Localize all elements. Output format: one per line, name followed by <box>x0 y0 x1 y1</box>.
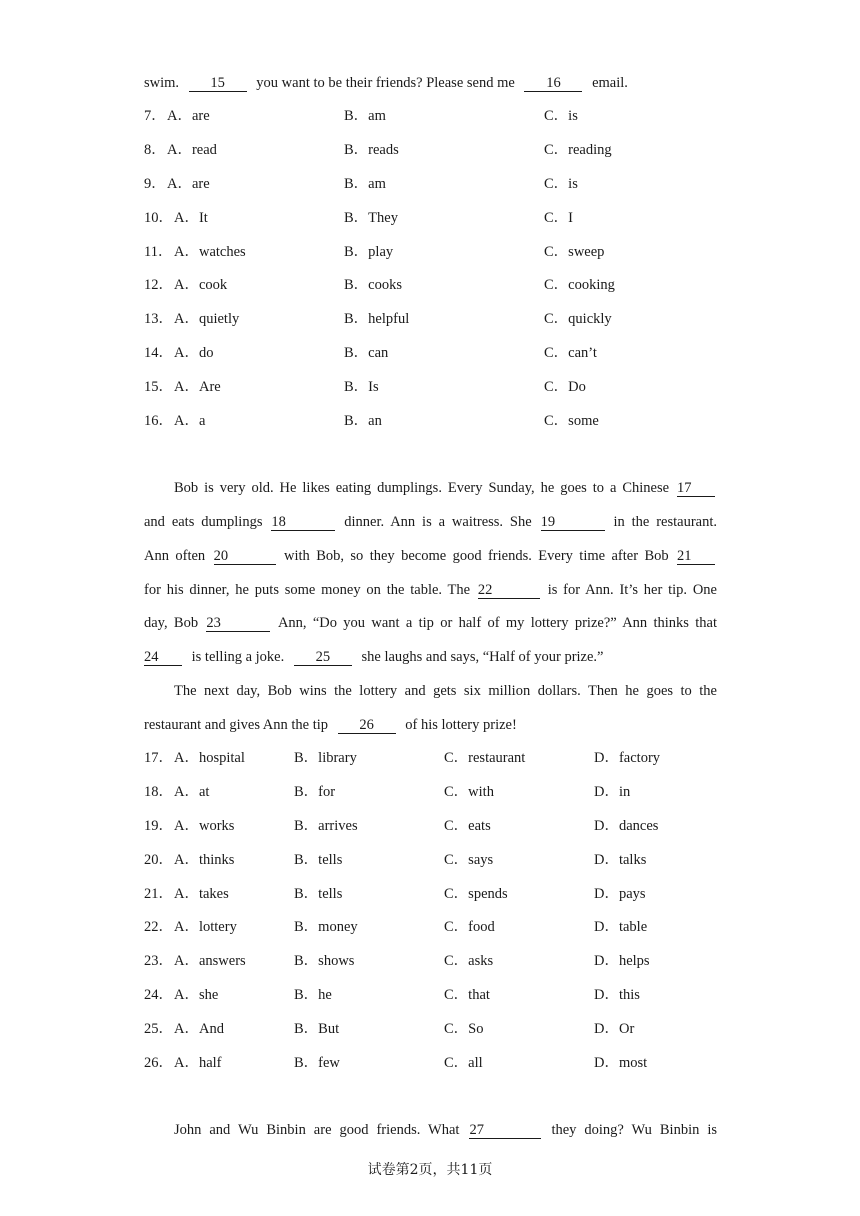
question-number: 22． <box>144 919 173 935</box>
text: email. <box>592 75 628 91</box>
option-a: A．a <box>174 413 206 429</box>
option-c: C．all <box>444 1055 483 1071</box>
option-d: D．factory <box>594 750 661 766</box>
option-c: C．with <box>444 784 494 800</box>
text: Bob is very old. He likes eating dumplings. Every Sunday, he goes to a Chinese <box>174 480 670 496</box>
text: with Bob, so they become good friends. Every time after Bob <box>284 548 669 564</box>
option-c: C．restaurant <box>444 750 526 766</box>
option-c: C．I <box>544 210 573 226</box>
option-b: B．money <box>294 919 358 935</box>
option-b: B．library <box>294 750 357 766</box>
blank-24: 24 <box>144 649 182 666</box>
text: they doing? Wu Binbin is <box>551 1122 718 1138</box>
option-d: D．pays <box>594 886 646 902</box>
option-a: A．cook <box>174 277 228 293</box>
option-a: A．watches <box>174 244 246 260</box>
option-a: A．lottery <box>174 919 237 935</box>
option-c: C．quickly <box>544 311 612 327</box>
passage2-line-2 <box>144 512 717 532</box>
text: Ann often <box>144 548 206 564</box>
passage2-line-6 <box>144 647 604 667</box>
blank-18: 18 <box>271 514 335 531</box>
option-a: A．read <box>167 142 217 158</box>
blank-22: 22 <box>478 582 540 599</box>
question-number: 11． <box>144 244 173 260</box>
option-c: C．spends <box>444 886 508 902</box>
blank-20: 20 <box>214 548 276 565</box>
passage2-line-3 <box>144 546 717 566</box>
option-a: A．thinks <box>174 852 235 868</box>
option-b: B．cooks <box>344 277 402 293</box>
option-c: C．is <box>544 108 578 124</box>
blank-26: 26 <box>338 717 396 734</box>
option-c: C．eats <box>444 818 491 834</box>
option-c: C．can’t <box>544 345 597 361</box>
question-number: 20． <box>144 852 173 868</box>
option-b: B．can <box>344 345 389 361</box>
option-c: C．Do <box>544 379 586 395</box>
option-a: A．she <box>174 987 219 1003</box>
option-b: B．he <box>294 987 332 1003</box>
text: Ann, “Do you want a tip or half of my lottery prize?” Ann thinks that <box>277 615 717 631</box>
option-a: A．hospital <box>174 750 245 766</box>
question-number: 8． <box>144 142 166 158</box>
question-number: 26． <box>144 1055 173 1071</box>
passage1-last-line <box>144 73 628 93</box>
question-number: 18． <box>144 784 173 800</box>
question-number: 23． <box>144 953 173 969</box>
text: dinner. Ann is a waitress. She <box>344 514 532 530</box>
question-number: 21． <box>144 886 173 902</box>
question-number: 14． <box>144 345 173 361</box>
blank-27: 27 <box>469 1122 541 1139</box>
option-b: B．for <box>294 784 336 800</box>
option-c: C．that <box>444 987 490 1003</box>
blank-19: 19 <box>541 514 605 531</box>
option-a: A．works <box>174 818 235 834</box>
option-b: B．Is <box>344 379 379 395</box>
option-b: B．tells <box>294 852 343 868</box>
question-number: 19． <box>144 818 173 834</box>
option-c: C．some <box>544 413 599 429</box>
option-b: B．few <box>294 1055 340 1071</box>
option-b: B．arrives <box>294 818 358 834</box>
text: of his lottery prize! <box>405 717 517 733</box>
option-c: C．is <box>544 176 578 192</box>
text: swim. <box>144 75 180 91</box>
question-number: 15． <box>144 379 173 395</box>
option-d: D．helps <box>594 953 650 969</box>
option-d: D．in <box>594 784 631 800</box>
passage3-line-1 <box>144 1120 717 1140</box>
option-c: C．reading <box>544 142 612 158</box>
option-b: B．They <box>344 210 398 226</box>
option-c: C．asks <box>444 953 494 969</box>
question-number: 25． <box>144 1021 173 1037</box>
text: John and Wu Binbin are good friends. What <box>174 1122 460 1138</box>
option-b: B．am <box>344 108 386 124</box>
option-d: D．most <box>594 1055 648 1071</box>
option-b: B．tells <box>294 886 343 902</box>
option-b: B．an <box>344 413 382 429</box>
option-b: B．But <box>294 1021 340 1037</box>
question-number: 17． <box>144 750 173 766</box>
question-number: 12． <box>144 277 173 293</box>
option-c: C．cooking <box>544 277 615 293</box>
blank-17: 17 <box>677 480 715 497</box>
text: The next day, Bob wins the lottery and gets six million dollars. Then he goes to the <box>174 683 717 699</box>
option-a: A．do <box>174 345 214 361</box>
passage2-line-5 <box>144 613 717 633</box>
text: restaurant and gives Ann the tip <box>144 717 329 733</box>
option-c: C．food <box>444 919 495 935</box>
option-a: A．quietly <box>174 311 240 327</box>
text: is for Ann. It’s her tip. One <box>547 582 717 598</box>
option-a: A．It <box>174 210 208 226</box>
passage2-line-7 <box>144 681 717 701</box>
option-c: C．sweep <box>544 244 605 260</box>
text: and eats dumplings <box>144 514 263 530</box>
question-number: 10． <box>144 210 173 226</box>
option-b: B．play <box>344 244 394 260</box>
option-b: B．reads <box>344 142 399 158</box>
blank-25: 25 <box>294 649 352 666</box>
option-a: A．at <box>174 784 210 800</box>
passage2-line-4 <box>144 580 717 600</box>
option-a: A．half <box>174 1055 222 1071</box>
question-number: 9． <box>144 176 166 192</box>
blank-23: 23 <box>206 615 270 632</box>
blank-21: 21 <box>677 548 715 565</box>
text: for his dinner, he puts some money on the table. The <box>144 582 471 598</box>
option-a: A．takes <box>174 886 229 902</box>
option-c: C．says <box>444 852 494 868</box>
blank-16: 16 <box>524 75 582 92</box>
question-number: 13． <box>144 311 173 327</box>
passage2-line-8 <box>144 715 517 735</box>
option-b: B．am <box>344 176 386 192</box>
option-d: D．Or <box>594 1021 635 1037</box>
question-number: 16． <box>144 413 173 429</box>
text: she laughs and says, “Half of your prize.” <box>361 649 604 665</box>
option-c: C．So <box>444 1021 484 1037</box>
blank-15: 15 <box>189 75 247 92</box>
question-number: 7． <box>144 108 166 124</box>
text: is telling a joke. <box>191 649 285 665</box>
option-d: D．this <box>594 987 640 1003</box>
option-a: A．answers <box>174 953 246 969</box>
text: you want to be their friends? Please send me <box>256 75 515 91</box>
option-a: A．are <box>167 176 210 192</box>
option-d: D．talks <box>594 852 647 868</box>
text: in the restaurant. <box>613 514 718 530</box>
option-b: B．helpful <box>344 311 410 327</box>
passage2-line-1 <box>144 478 717 498</box>
option-b: B．shows <box>294 953 355 969</box>
text: day, Bob <box>144 615 199 631</box>
page-footer: 试卷第2页，共11页 <box>367 1162 493 1178</box>
option-a: A．Are <box>174 379 221 395</box>
question-number: 24． <box>144 987 173 1003</box>
option-d: D．dances <box>594 818 659 834</box>
option-a: A．are <box>167 108 210 124</box>
option-d: D．table <box>594 919 648 935</box>
option-a: A．And <box>174 1021 224 1037</box>
